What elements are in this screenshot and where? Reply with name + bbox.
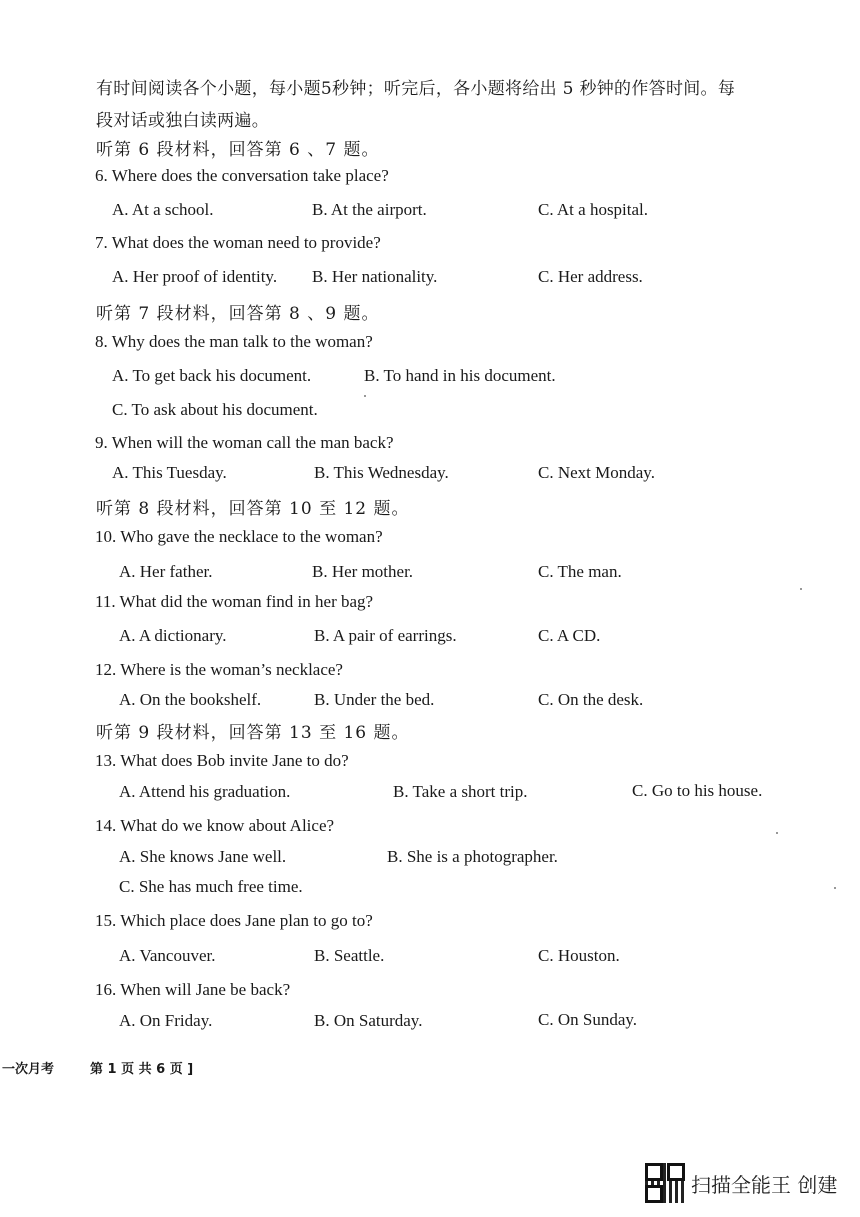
scan-speck xyxy=(364,395,366,397)
section-heading: 听第 9 段材料，回答第 13 至 16 题。 xyxy=(96,723,410,743)
section-heading: 听第 7 段材料，回答第 8 、9 题。 xyxy=(96,304,380,324)
question-stem: 12. Where is the woman’s necklace? xyxy=(95,660,343,679)
question-stem: 11. What did the woman find in her bag? xyxy=(95,592,374,611)
option-b: B. She is a photographer. xyxy=(387,847,558,866)
option-c: C. To ask about his document. xyxy=(112,400,318,419)
option-c: C. She has much free time. xyxy=(119,877,303,896)
question-stem: 6. Where does the conversation take place? xyxy=(95,166,389,185)
option-a: A. On the bookshelf. xyxy=(119,690,262,709)
option-a: A. Her father. xyxy=(119,562,213,581)
option-b: B. Take a short trip. xyxy=(393,782,528,801)
option-a: A. She knows Jane well. xyxy=(119,847,287,866)
option-b: B. Seattle. xyxy=(314,946,385,965)
option-b: B. On Saturday. xyxy=(314,1011,423,1030)
option-a: A. Her proof of identity. xyxy=(112,267,278,286)
option-c: C. At a hospital. xyxy=(538,200,649,219)
question-stem: 7. What does the woman need to provide? xyxy=(95,233,381,252)
option-b: B. A pair of earrings. xyxy=(314,626,457,645)
question-stem: 16. When will Jane be back? xyxy=(95,980,291,999)
option-a: A. At a school. xyxy=(112,200,214,219)
option-a: A. A dictionary. xyxy=(119,626,227,645)
question-stem: 8. Why does the man talk to the woman? xyxy=(95,332,373,351)
watermark-text: 扫描全能王 创建 xyxy=(691,1172,838,1197)
scanner-watermark xyxy=(645,1163,837,1203)
section-heading: 听第 6 段材料，回答第 6 、7 题。 xyxy=(96,140,380,160)
option-c: C. The man. xyxy=(538,562,622,581)
question-stem: 9. When will the woman call the man back? xyxy=(95,433,394,452)
question-stem: 13. What does Bob invite Jane to do? xyxy=(95,751,349,770)
option-b: B. This Wednesday. xyxy=(314,463,449,482)
option-c: C. On Sunday. xyxy=(538,1010,638,1029)
section-heading: 听第 8 段材料，回答第 10 至 12 题。 xyxy=(96,499,410,519)
footer-exam-name: 一次月考 xyxy=(2,1062,55,1077)
question-stem: 10. Who gave the necklace to the woman? xyxy=(95,527,383,546)
option-b: B. At the airport. xyxy=(312,200,427,219)
scan-speck xyxy=(776,832,778,834)
option-a: A. To get back his document. xyxy=(112,366,312,385)
option-b: B. Her nationality. xyxy=(312,267,438,286)
option-b: B. Under the bed. xyxy=(314,690,435,709)
intro-line-2: 段对话或独白读两遍。 xyxy=(96,111,269,131)
footer-page-number: 第 1 页 共 6 页 ] xyxy=(90,1062,194,1077)
qr-code-icon xyxy=(645,1163,685,1203)
option-c: C. Houston. xyxy=(538,946,620,965)
option-c: C. Next Monday. xyxy=(538,463,655,482)
option-a: A. On Friday. xyxy=(119,1011,213,1030)
question-stem: 15. Which place does Jane plan to go to? xyxy=(95,911,373,930)
option-c: C. On the desk. xyxy=(538,690,644,709)
option-c: C. Her address. xyxy=(538,267,643,286)
option-c: C. Go to his house. xyxy=(632,781,763,800)
question-stem: 14. What do we know about Alice? xyxy=(95,816,335,835)
intro-line-1: 有时间阅读各个小题，每小题5秒钟；听完后，各小题将给出 5 秒钟的作答时间。每 xyxy=(96,79,736,99)
option-b: B. Her mother. xyxy=(312,562,414,581)
scan-speck xyxy=(800,588,802,590)
scan-speck xyxy=(834,887,836,889)
option-a: A. Vancouver. xyxy=(119,946,216,965)
option-a: A. This Tuesday. xyxy=(112,463,227,482)
option-c: C. A CD. xyxy=(538,626,601,645)
option-b: B. To hand in his document. xyxy=(364,366,556,385)
option-a: A. Attend his graduation. xyxy=(119,782,291,801)
